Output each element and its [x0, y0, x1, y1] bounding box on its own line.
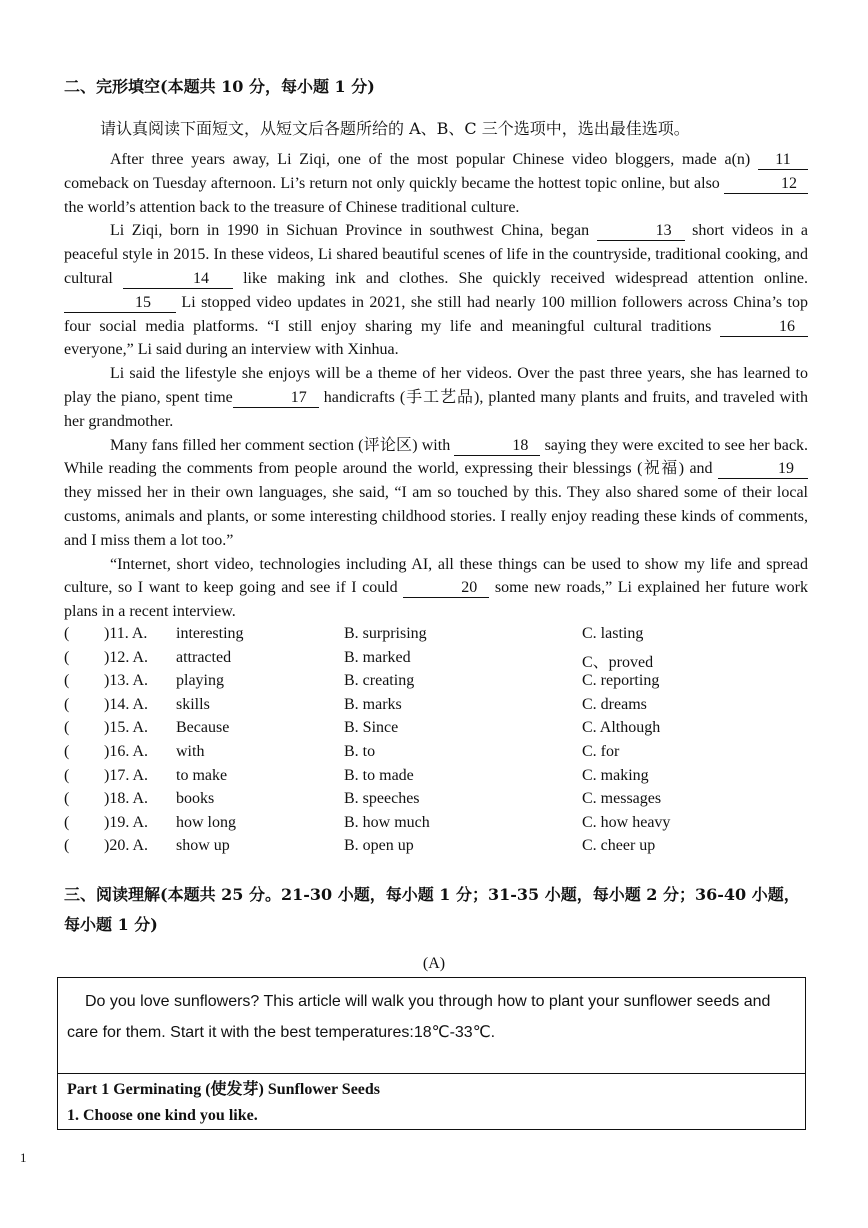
passage-text: Li Ziqi, born in 1990 in Sichuan Province in southwest China, began	[110, 222, 597, 240]
option-c: C. making	[582, 766, 649, 784]
blank-15: 15	[64, 294, 176, 313]
question-number: )15. A.	[104, 719, 148, 737]
passage-text: some new roads,” Li explained her future work plans in a recent interview.	[64, 579, 808, 621]
answer-paren: (	[64, 837, 70, 855]
option-c: C. cheer up	[582, 837, 656, 855]
part1-heading: Part 1 Germinating (使发芽) Sunflower Seeds	[67, 1081, 381, 1098]
option-c: C. how heavy	[582, 813, 671, 831]
option-c: C. messages	[582, 790, 662, 808]
question-number: )16. A.	[104, 742, 148, 760]
option-row	[64, 837, 808, 861]
option-b: B. open up	[344, 837, 414, 855]
option-c: C、proved	[582, 653, 654, 671]
box-divider	[58, 1073, 805, 1074]
option-row	[64, 696, 808, 720]
blank-16: 16	[720, 318, 808, 337]
option-b: B. speeches	[344, 790, 420, 808]
blank-20: 20	[403, 579, 489, 598]
blank-18: 18	[454, 437, 540, 456]
instruction: 请认真阅读下面短文，从短文后各题所给的 A、B、C 三个选项中，选出最佳选项。	[100, 119, 690, 138]
option-b: B. Since	[344, 719, 399, 737]
option-a: how long	[176, 813, 236, 831]
option-a: show up	[176, 837, 230, 855]
option-c: C. dreams	[582, 695, 647, 713]
passage-text: everyone,” Li said during an interview with Xinhua.	[64, 341, 399, 359]
option-a: skills	[176, 695, 210, 713]
option-row	[64, 743, 808, 767]
section2-title: 二、完形填空(本题共 10 分，每小题 1 分)	[64, 77, 375, 96]
option-b: B. creating	[344, 672, 415, 690]
option-a: books	[176, 790, 215, 808]
paragraph-5	[64, 553, 808, 624]
passage-text: comeback on Tuesday afternoon. Li’s return not only quickly became the hottest topic online, but also	[64, 174, 724, 192]
option-b: B. to	[344, 742, 376, 760]
question-number: )18. A.	[104, 790, 148, 808]
question-number: )17. A.	[104, 766, 148, 784]
passage-text: Many fans filled her comment section (评论区) with	[110, 436, 455, 454]
option-b: B. surprising	[344, 625, 427, 642]
blank-13: 13	[597, 222, 685, 241]
part-label: (A)	[422, 955, 446, 972]
answer-paren: (	[64, 790, 70, 808]
cloze-passage	[64, 148, 808, 624]
option-row	[64, 767, 808, 791]
answer-paren: (	[64, 625, 70, 642]
answer-paren: (	[64, 813, 70, 831]
option-c: C. reporting	[582, 672, 660, 690]
option-b: B. marks	[344, 695, 402, 713]
paragraph-4	[64, 434, 808, 553]
question-number: )20. A.	[104, 837, 148, 855]
question-number: )11. A.	[104, 625, 148, 642]
option-row	[64, 649, 808, 673]
option-c: C. lasting	[582, 625, 644, 642]
blank-12: 12	[724, 175, 808, 194]
question-number: )14. A.	[104, 695, 148, 713]
option-b: B. to made	[344, 766, 414, 784]
option-a: with	[176, 742, 205, 760]
blank-14: 14	[123, 270, 233, 289]
option-a: playing	[176, 672, 224, 690]
question-number: )19. A.	[104, 813, 148, 831]
passage-text: “Internet, short video, technologies including AI, all these things can be used to show my life and spread culture, so I want to keep going and see if I could	[64, 555, 808, 597]
passage-text: they missed her in their own languages, she said, “I am so touched by this. They also shared some of their local customs, animals and plants, or some interesting childhood stories. I really enjoy reading these kinds of comments, and I miss them a lot too.”	[64, 484, 808, 549]
paragraph-3	[64, 362, 808, 433]
option-row	[64, 625, 808, 649]
question-number: )12. A.	[104, 648, 148, 666]
option-a: to make	[176, 766, 228, 784]
option-a: attracted	[176, 648, 232, 666]
option-row	[64, 672, 808, 696]
passage-text: handicrafts (手工艺品), planted many plants and fruits, and traveled with her grandmother.	[64, 388, 808, 430]
answer-paren: (	[64, 742, 70, 760]
option-row	[64, 814, 808, 838]
paragraph-2	[64, 219, 808, 362]
passage-text: Li said the lifestyle she enjoys will be a theme of her videos. Over the past three years, she has learned to play the piano, spent time	[64, 365, 808, 406]
passage-text: Li stopped video updates in 2021, she still had nearly 100 million followers across China’s top four social media platforms. “I still enjoy sharing my life and meaningful cultural traditions	[64, 293, 808, 335]
blank-11: 11	[758, 151, 808, 170]
option-b: B. how much	[344, 813, 430, 831]
passage-text: like making ink and clothes. She quickly received widespread attention online.	[232, 269, 809, 287]
option-row	[64, 790, 808, 814]
passage-text: saying they were excited to see her back. While reading the comments from people around the world, expressing their blessings (祝福) and	[64, 436, 808, 478]
section3-title: 三、阅读理解(本题共 25 分。21-30 小题，每小题 1 分；31-35 小题，每小题 2 分；36-40 小题，每小题 1 分)	[64, 885, 800, 934]
passage-text: After three years away, Li Ziqi, one of the most popular Chinese video bloggers, made a(n)	[110, 151, 758, 168]
option-b: B. marked	[344, 648, 411, 666]
passage-text: the world’s attention back to the treasure of Chinese traditional culture.	[64, 198, 520, 216]
option-a: interesting	[176, 625, 244, 642]
answer-paren: (	[64, 648, 70, 666]
option-row	[64, 719, 808, 743]
option-c: C. Although	[582, 719, 661, 737]
options-list	[64, 625, 808, 861]
option-c: C. for	[582, 742, 620, 760]
box-intro: Do you love sunflowers? This article will walk you through how to plant your sunflower seeds and care for them. Start it with the best temperatures:18℃-33℃.	[67, 993, 771, 1041]
page-number: 1	[20, 1150, 27, 1165]
reading-box	[57, 977, 806, 1130]
blank-19: 19	[718, 460, 808, 479]
question-number: )13. A.	[104, 672, 148, 690]
paragraph-1	[64, 148, 808, 219]
option-a: Because	[176, 719, 230, 737]
blank-17: 17	[233, 389, 319, 408]
answer-paren: (	[64, 672, 70, 690]
answer-paren: (	[64, 766, 70, 784]
step1-heading: 1. Choose one kind you like.	[67, 1107, 258, 1124]
passage-text: short videos in a peaceful style in 2015. In these videos, Li shared beautiful scenes of life in the countryside, traditional cooking, and cultural	[64, 222, 808, 287]
answer-paren: (	[64, 695, 70, 713]
answer-paren: (	[64, 719, 70, 737]
